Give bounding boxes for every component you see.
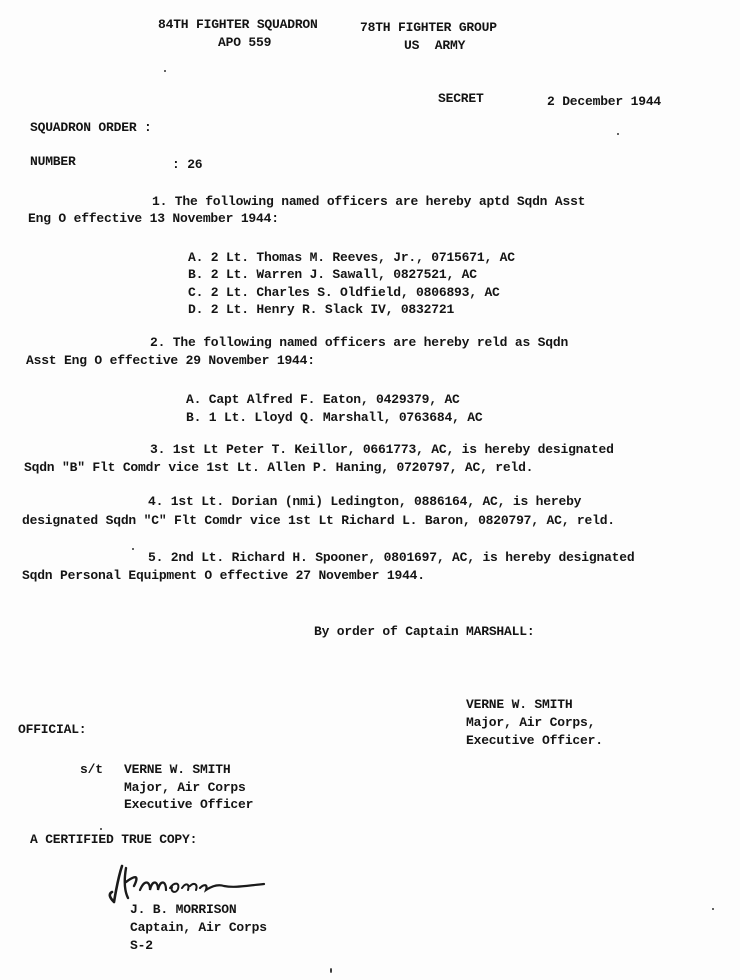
header-squadron: 84TH FIGHTER SQUADRON	[158, 17, 318, 32]
certifier-title: S-2	[130, 938, 153, 953]
exec-title: Executive Officer.	[466, 733, 603, 748]
paragraph-2-item-b: B. 1 Lt. Lloyd Q. Marshall, 0763684, AC	[186, 410, 483, 425]
paragraph-3-line-1: 3. 1st Lt Peter T. Keillor, 0661773, AC, is hereby designated	[150, 442, 614, 457]
paragraph-1-line-2: Eng O effective 13 November 1944:	[28, 211, 279, 226]
st-rank: Major, Air Corps	[124, 780, 246, 795]
scan-speck	[100, 828, 102, 830]
scan-speck	[617, 133, 619, 135]
paragraph-1-item-c: C. 2 Lt. Charles S. Oldfield, 0806893, AC	[188, 285, 500, 300]
squadron-order-label: SQUADRON ORDER :	[30, 120, 152, 135]
scan-speck	[712, 908, 714, 910]
order-number: : 26	[172, 157, 203, 172]
header-apo: APO 559	[218, 35, 272, 50]
paragraph-1-item-b: B. 2 Lt. Warren J. Sawall, 0827521, AC	[188, 267, 477, 282]
paragraph-5-line-1: 5. 2nd Lt. Richard H. Spooner, 0801697, AC, is hereby designated	[148, 550, 635, 565]
paragraph-2-item-a: A. Capt Alfred F. Eaton, 0429379, AC	[186, 392, 460, 407]
paragraph-1-item-a: A. 2 Lt. Thomas M. Reeves, Jr., 0715671, AC	[188, 250, 515, 265]
paragraph-3-line-2: Sqdn "B" Flt Comdr vice 1st Lt. Allen P. Haning, 0720797, AC, reld.	[24, 460, 534, 475]
paragraph-2-line-1: 2. The following named officers are hereby reld as Sqdn	[150, 335, 569, 350]
paragraph-1-line-1: 1. The following named officers are hereby aptd Sqdn Asst	[152, 194, 586, 209]
paragraph-1-item-d: D. 2 Lt. Henry R. Slack IV, 0832721	[188, 302, 455, 317]
document-date: 2 December 1944	[547, 94, 662, 109]
number-label: NUMBER	[30, 154, 76, 169]
paragraph-4-line-1: 4. 1st Lt. Dorian (nmi) Ledington, 0886164, AC, is hereby	[148, 494, 582, 509]
exec-name: VERNE W. SMITH	[466, 697, 573, 712]
scan-speck	[164, 70, 166, 72]
st-title: Executive Officer	[124, 797, 254, 812]
paragraph-5-line-2: Sqdn Personal Equipment O effective 27 November 1944.	[22, 568, 425, 583]
certified-label: A CERTIFIED TRUE COPY:	[30, 832, 198, 847]
scan-speck	[132, 548, 134, 550]
header-army: US ARMY	[404, 38, 466, 53]
official-label: OFFICIAL:	[18, 722, 87, 737]
certifier-rank: Captain, Air Corps	[130, 920, 267, 935]
paragraph-2-line-2: Asst Eng O effective 29 November 1944:	[26, 353, 315, 368]
st-prefix: s/t	[80, 762, 103, 777]
scan-speck	[330, 968, 332, 973]
certifier-name: J. B. MORRISON	[130, 902, 237, 917]
st-name: VERNE W. SMITH	[124, 762, 231, 777]
header-group: 78TH FIGHTER GROUP	[360, 20, 497, 35]
paragraph-4-line-2: designated Sqdn "C" Flt Comdr vice 1st Lt Richard L. Baron, 0820797, AC, reld.	[22, 513, 615, 528]
classification-label: SECRET	[438, 91, 484, 106]
by-order-line: By order of Captain MARSHALL:	[314, 624, 535, 639]
exec-rank: Major, Air Corps,	[466, 715, 596, 730]
